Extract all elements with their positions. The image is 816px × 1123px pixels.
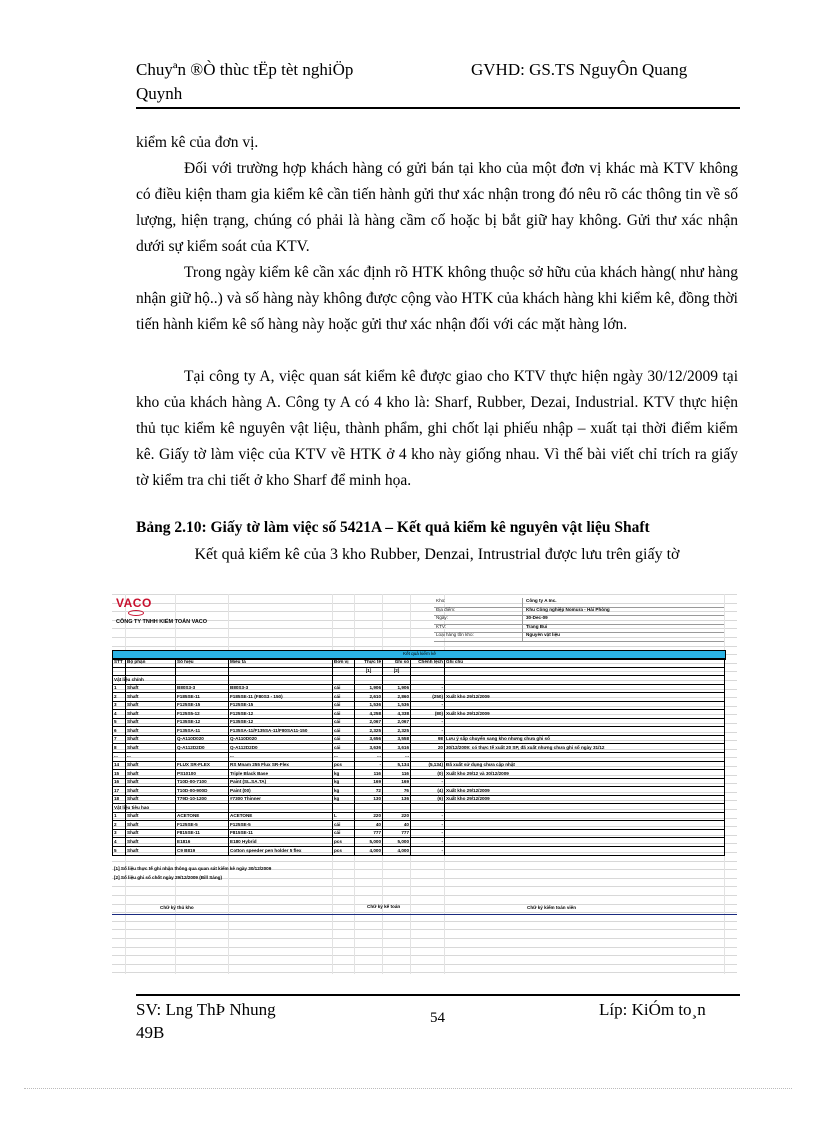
results-band: Kết quả kiểm kê xyxy=(112,650,726,660)
table-cell: kg xyxy=(333,787,355,796)
gridline xyxy=(112,964,737,965)
table-cell: RS Mnam 255 Flux SR-Flex xyxy=(229,761,333,770)
table-row xyxy=(113,838,725,847)
info-row: Ngày: 30-Dec-09 xyxy=(434,615,724,625)
table-cell: - xyxy=(411,829,445,838)
table-cell: - xyxy=(411,838,445,847)
table-cell: (250) xyxy=(411,693,445,702)
table-cell: F135SA-11 xyxy=(176,727,229,736)
table-cell: cái xyxy=(333,710,355,719)
table-cell: ... xyxy=(113,753,126,762)
table-cell: Shaft xyxy=(126,795,176,804)
table-cell: L xyxy=(333,812,355,821)
table-cell: ... xyxy=(333,753,355,762)
vaco-logo-swoosh-icon xyxy=(128,610,144,616)
table-cell xyxy=(333,676,355,685)
table-cell: 116 xyxy=(383,770,411,779)
table-cell: 2,860 xyxy=(383,693,411,702)
table-cell: ACETONE xyxy=(176,812,229,821)
table-cell: Q-A112D2D0 xyxy=(176,744,229,753)
table-cell: - xyxy=(411,847,445,856)
table-cell xyxy=(383,804,411,813)
table-cell: 3 xyxy=(113,701,126,710)
table-cell: Lưu ý sắp chuyển sang kho nhưng chưa ghi sổ xyxy=(445,735,725,744)
table-cell xyxy=(411,753,445,762)
header-left-title-cont: Quynh xyxy=(136,84,183,103)
table-cell: Shaft xyxy=(126,821,176,830)
table-cell: F135SE-12 xyxy=(229,718,333,727)
table-cell: cái xyxy=(333,821,355,830)
table-cell: E1816 xyxy=(176,838,229,847)
header-rule xyxy=(136,107,740,109)
table-cell: pcs xyxy=(333,847,355,856)
table-row xyxy=(113,735,725,744)
table-cell: Thực tế xyxy=(355,659,383,668)
table-cell xyxy=(333,667,355,676)
table-cell: cái xyxy=(333,727,355,736)
page-number: 54 xyxy=(430,1010,445,1026)
table-cell xyxy=(445,684,725,693)
table-cell: pcs xyxy=(333,838,355,847)
table-row xyxy=(113,718,725,727)
table-cell: 136 xyxy=(383,795,411,804)
table-cell: 16 xyxy=(113,778,126,787)
table-cell: (80) xyxy=(411,710,445,719)
table-cell: ACETONE xyxy=(229,812,333,821)
table-cell: (6) xyxy=(411,795,445,804)
table-cell: ... xyxy=(229,753,333,762)
table-cell xyxy=(126,667,176,676)
table-cell xyxy=(445,838,725,847)
table-cell: 3,558 xyxy=(383,735,411,744)
table-cell xyxy=(445,753,725,762)
table-caption: Bảng 2.10: Giấy tờ làm việc số 5421A – Kết quả kiểm kê nguyên vật liệu Shaft xyxy=(136,519,650,536)
table-cell: 4,258 xyxy=(355,710,383,719)
table-cell: 17 xyxy=(113,787,126,796)
table-cell: 8 xyxy=(113,744,126,753)
note-2: [2] Số liệu ghi sổ chốt ngày 29/12/2009 (Bill Sáng) xyxy=(114,875,222,880)
table-cell xyxy=(445,701,725,710)
table-cell: [1] xyxy=(355,667,383,676)
table-cell: 20 xyxy=(411,744,445,753)
table-cell: 2,067 xyxy=(355,718,383,727)
table-cell: 3 xyxy=(113,829,126,838)
table-cell: 14 xyxy=(113,761,126,770)
table-cell: 4,000 xyxy=(355,847,383,856)
table-cell: Chênh lệch xyxy=(411,659,445,668)
table-cell: F135SE-12 xyxy=(176,718,229,727)
table-cell: 40 xyxy=(355,821,383,830)
table-cell: kg xyxy=(333,795,355,804)
table-row xyxy=(113,744,725,753)
table-ref-row xyxy=(113,667,725,676)
footer-student-class: 49B xyxy=(136,1023,165,1042)
gridline xyxy=(112,861,737,862)
table-cell: 5,000 xyxy=(355,838,383,847)
table-cell: #7300 Thinner xyxy=(229,795,333,804)
table-cell: ... xyxy=(383,753,411,762)
info-row: Địa điểm: Khu Công nghiệp Nomura - Hải Phòng xyxy=(434,607,724,617)
table-cell xyxy=(355,804,383,813)
paragraph-3: Tại công ty A, việc quan sát kiểm kê được giao cho KTV thực hiện ngày 30/12/2009 tại kho của khách hàng A. Công ty A có 4 kho là: Sharf, Rubber, Dezai, Industrial. KTV thực hiện thủ tục kiểm kê nguyên vật liệu, thành phẩm, ghi chốt lại phiếu nhập – xuất tại thời điểm kiểm kê. Giấy tờ làm việc của KTV về HTK ở 4 kho này giống nhau. Vì thế bài viết chỉ trích ra giấy tờ kiểm tra chi tiết ở kho Sharf để minh họa. xyxy=(136,368,738,489)
paragraph-1: Đối với trường hợp khách hàng có gửi bán tại kho của một đơn vị khác mà KTV không có điều kiện tham gia kiểm kê cần tiến hành gửi thư xác nhận trong đó nêu rõ các thông tin về số lượng, hiện trạng, chúng có phải là hàng cầm cố hoặc bị bắt giữ hay không. Gửi thư xác nhận dưới sự kiểm soát của KTV. xyxy=(136,160,738,255)
table-cell xyxy=(113,667,126,676)
table-row xyxy=(113,761,725,770)
table-cell: Paint (00) xyxy=(229,787,333,796)
table-cell: F815SE-11 xyxy=(176,829,229,838)
table-cell: 30/12/2009: có thực tế xuất 20 SP, đã xuất nhưng chưa ghi sổ ngày 31/12 xyxy=(445,744,725,753)
table-row xyxy=(113,710,725,719)
table-cell xyxy=(333,804,355,813)
table-cell: F135SA-11/F135SA-11/F80SA11-150 xyxy=(229,727,333,736)
table-cell: Số hiệu xyxy=(176,659,229,668)
table-cell: Shaft xyxy=(126,718,176,727)
table-cell: pcs xyxy=(333,761,355,770)
table-cell: 777 xyxy=(383,829,411,838)
table-cell: (0) xyxy=(411,770,445,779)
table-cell: 5,000 xyxy=(383,838,411,847)
table-cell xyxy=(445,676,725,685)
table-row xyxy=(113,847,725,856)
table-cell: - xyxy=(411,778,445,787)
table-cell: C9 B819 xyxy=(176,847,229,856)
table-cell: Shaft xyxy=(126,693,176,702)
table-row xyxy=(113,693,725,702)
table-row xyxy=(113,684,725,693)
table-row xyxy=(113,701,725,710)
table-cell: 169 xyxy=(355,778,383,787)
table-cell: - xyxy=(411,684,445,693)
table-cell: Shaft xyxy=(126,812,176,821)
table-cell: Shaft xyxy=(126,778,176,787)
table-cell: 1,536 xyxy=(383,701,411,710)
table-cell: 2 xyxy=(113,821,126,830)
table-cell: B80S3-3 xyxy=(229,684,333,693)
table-cell: Q-A110D020 xyxy=(176,735,229,744)
signature-warehouse-keeper: Chữ ký thủ kho xyxy=(160,905,194,910)
signature-line xyxy=(112,914,737,915)
table-cell: 1,536 xyxy=(355,701,383,710)
gridline xyxy=(112,646,737,647)
table-cell: Ghi sổ xyxy=(383,659,411,668)
table-cell xyxy=(229,804,333,813)
table-cell: 777 xyxy=(355,829,383,838)
table-cell: Q-A112D2D0 xyxy=(229,744,333,753)
table-cell: Đơn vị xyxy=(333,659,355,668)
table-cell: T79D-10-1200 xyxy=(176,795,229,804)
table-cell: F125SE-5 xyxy=(229,821,333,830)
table-cell: FLUX SR-FLEX xyxy=(176,761,229,770)
table-cell: 98 xyxy=(411,735,445,744)
section-row-consumables xyxy=(113,804,725,813)
gridline xyxy=(112,895,737,896)
table-cell: T10D-00-7100 xyxy=(176,778,229,787)
table-cell: 3,636 xyxy=(355,744,383,753)
info-row: Loại hàng tồn kho: Nguyên vật liệu xyxy=(434,632,724,642)
gridline xyxy=(112,947,737,948)
table-cell xyxy=(445,718,725,727)
table-cell: F815SE-11 xyxy=(229,829,333,838)
table-cell: 1 xyxy=(113,812,126,821)
table-cell: 220 xyxy=(383,812,411,821)
table-cell: Shaft xyxy=(126,744,176,753)
table-cell: 4,000 xyxy=(383,847,411,856)
table-cell: [2] xyxy=(383,667,411,676)
table-cell: 5 xyxy=(113,847,126,856)
table-cell: Shaft xyxy=(126,770,176,779)
note-1: [1] Số liệu thực tế ghi nhận thông qua quan sát kiểm kê ngày 30/12/2009 xyxy=(114,866,272,871)
table-cell: Xuất kho 29/12/2009 xyxy=(445,795,725,804)
table-cell xyxy=(411,676,445,685)
table-row xyxy=(113,753,725,762)
gridline xyxy=(112,929,737,930)
table-cell: kg xyxy=(333,770,355,779)
table-cell: cái xyxy=(333,693,355,702)
table-cell: 169 xyxy=(383,778,411,787)
page-bottom-dotted-rule xyxy=(24,1088,792,1089)
table-cell: - xyxy=(411,812,445,821)
table-cell: ... xyxy=(126,753,176,762)
gridline xyxy=(112,938,737,939)
table-cell: T10D-00-900D xyxy=(176,787,229,796)
table-cell: F185SE-11 xyxy=(176,693,229,702)
table-header-row xyxy=(113,659,725,668)
table-cell xyxy=(445,778,725,787)
table-cell: 2,067 xyxy=(383,718,411,727)
table-cell xyxy=(445,821,725,830)
table-cell xyxy=(445,812,725,821)
table-cell: cái xyxy=(333,684,355,693)
table-cell xyxy=(355,676,383,685)
table-cell: 72 xyxy=(355,787,383,796)
table-cell: Ghi chú xyxy=(445,659,725,668)
table-cell: 7 xyxy=(113,735,126,744)
table-cell xyxy=(383,676,411,685)
table-row xyxy=(113,829,725,838)
table-cell: F125S5-12 xyxy=(176,710,229,719)
gridline xyxy=(112,594,737,595)
table-cell: F125SE-5 xyxy=(176,821,229,830)
table-cell: Cotton speeder pen holder 5 flex xyxy=(229,847,333,856)
table-cell: 4 xyxy=(113,838,126,847)
table-cell: cái xyxy=(333,701,355,710)
table-cell: 1,906 xyxy=(383,684,411,693)
header-left-title: Chuyªn ®Ò thùc tËp tèt nghiÖp xyxy=(136,60,354,79)
gridline xyxy=(112,955,737,956)
table-cell: 1,906 xyxy=(355,684,383,693)
table-cell xyxy=(445,847,725,856)
table-cell: B80S3-3 xyxy=(176,684,229,693)
table-cell: 4 xyxy=(113,710,126,719)
table-cell xyxy=(229,676,333,685)
footer-rule xyxy=(136,994,740,996)
table-cell: ... xyxy=(355,753,383,762)
table-cell: Vật liệu chính xyxy=(113,676,126,685)
table-cell: - xyxy=(411,718,445,727)
table-cell: 5,134 xyxy=(383,761,411,770)
table-cell: Shaft xyxy=(126,787,176,796)
table-cell: Shaft xyxy=(126,684,176,693)
table-cell: Xuất kho 29/12/2009 xyxy=(445,693,725,702)
table-row xyxy=(113,778,725,787)
table-cell xyxy=(176,804,229,813)
table-cell: - xyxy=(411,727,445,736)
table-cell xyxy=(229,667,333,676)
table-cell: Q-A110D020 xyxy=(229,735,333,744)
table-cell xyxy=(445,727,725,736)
table-cell: Triple Black Base xyxy=(229,770,333,779)
table-cell: Xuất kho 29/12 và 30/12/2009 xyxy=(445,770,725,779)
table-cell xyxy=(176,753,229,762)
table-row xyxy=(113,795,725,804)
table-cell: cái xyxy=(333,744,355,753)
footer-class: Líp: KiÓm to¸n xyxy=(599,1000,706,1019)
table-cell: 4,338 xyxy=(383,710,411,719)
table-cell: 2,325 xyxy=(355,727,383,736)
gridline xyxy=(112,886,737,887)
table-cell: Paint (SL.SA.TA) xyxy=(229,778,333,787)
table-cell: 2 xyxy=(113,693,126,702)
table-cell: E180 Hybrid xyxy=(229,838,333,847)
table-cell: F185SE-11 (F80S3 - 150) xyxy=(229,693,333,702)
table-cell: Shaft xyxy=(126,829,176,838)
table-cell: 116 xyxy=(355,770,383,779)
table-cell: 3,656 xyxy=(355,735,383,744)
table-cell: Xuất kho 29/12/2009 xyxy=(445,787,725,796)
table-cell: Shaft xyxy=(126,847,176,856)
footer-student: SV: Lng ThÞ Nhung xyxy=(136,1000,276,1019)
table-cell: F125SE-15 xyxy=(229,701,333,710)
table-cell: 2,610 xyxy=(355,693,383,702)
table-row xyxy=(113,727,725,736)
table-cell: Miêu tả xyxy=(229,659,333,668)
table-row xyxy=(113,821,725,830)
table-cell: cái xyxy=(333,735,355,744)
worksheet-5421a xyxy=(112,594,737,974)
table-cell: 18 xyxy=(113,795,126,804)
table-cell xyxy=(176,676,229,685)
paragraph-0: kiểm kê của đơn vị. xyxy=(136,134,259,151)
table-cell: PS10100 xyxy=(176,770,229,779)
section-row-main-materials xyxy=(113,676,725,685)
table-row xyxy=(113,770,725,779)
info-row: Kho: Công ty A Inc. xyxy=(434,598,724,608)
table-cell: 2,325 xyxy=(383,727,411,736)
header-right-supervisor: GVHD: GS.TS NguyÔn Quang xyxy=(471,60,688,79)
table-cell: cái xyxy=(333,718,355,727)
signature-auditor: Chữ ký kiểm toán viên xyxy=(527,905,577,910)
table-cell: 6 xyxy=(113,727,126,736)
vaco-logo: VACO xyxy=(116,596,152,610)
table-cell xyxy=(445,804,725,813)
table-cell: Shaft xyxy=(126,701,176,710)
table-cell: Shaft xyxy=(126,710,176,719)
table-cell: cái xyxy=(333,829,355,838)
table-cell: - xyxy=(355,761,383,770)
table-cell: 76 xyxy=(383,787,411,796)
table-cell: 5 xyxy=(113,718,126,727)
table-cell: Xuất kho 29/12/2009 xyxy=(445,710,725,719)
table-cell: (5,134) xyxy=(411,761,445,770)
table-cell: - xyxy=(411,821,445,830)
signature-accountant: Chữ ký kế toán xyxy=(367,904,401,909)
table-cell: kg xyxy=(333,778,355,787)
table-cell: Đã xuất sử dụng chưa cập nhật xyxy=(445,761,725,770)
table-cell: - xyxy=(411,701,445,710)
table-cell: Shaft xyxy=(126,761,176,770)
info-row: KTV: Trang Bui xyxy=(434,624,724,634)
table-cell xyxy=(445,667,725,676)
table-cell: (4) xyxy=(411,787,445,796)
table-cell: 3,616 xyxy=(383,744,411,753)
inventory-count-table xyxy=(112,658,725,856)
table-cell: 130 xyxy=(355,795,383,804)
table-cell: 15 xyxy=(113,770,126,779)
paragraph-2: Trong ngày kiểm kê cần xác định rõ HTK không thuộc sở hữu của khách hàng( như hàng nhận giữ hộ..) và số hàng này không được cộng vào HTK của khách hàng khi kiểm kê, đồng thời tiến hành kiểm kê số hàng này hoặc gửi thư xác nhận đối với các mặt hàng lớn. xyxy=(136,264,738,333)
table-cell xyxy=(176,667,229,676)
table-row xyxy=(113,812,725,821)
table-cell: STT xyxy=(113,659,126,668)
table-cell: Shaft xyxy=(126,838,176,847)
table-subcaption: Kết quả kiểm kê của 3 kho Rubber, Denzai, Intrustrial được lưu trên giấy tờ xyxy=(194,546,680,563)
gridline xyxy=(112,921,737,922)
table-cell xyxy=(445,829,725,838)
table-cell: F125SE-12 xyxy=(229,710,333,719)
table-cell: 40 xyxy=(383,821,411,830)
gridline xyxy=(112,904,737,905)
table-cell xyxy=(411,804,445,813)
table-cell xyxy=(411,667,445,676)
table-cell: 220 xyxy=(355,812,383,821)
gridline xyxy=(112,972,737,973)
table-cell: Shaft xyxy=(126,735,176,744)
table-cell: F125SE-15 xyxy=(176,701,229,710)
table-row xyxy=(113,787,725,796)
table-cell: Vật liệu tiêu hao xyxy=(113,804,126,813)
audit-company-name: CÔNG TY TNHH KIỂM TOÁN VACO xyxy=(116,619,208,625)
table-cell: 1 xyxy=(113,684,126,693)
table-cell: Bộ phận xyxy=(126,659,176,668)
table-cell: Shaft xyxy=(126,727,176,736)
